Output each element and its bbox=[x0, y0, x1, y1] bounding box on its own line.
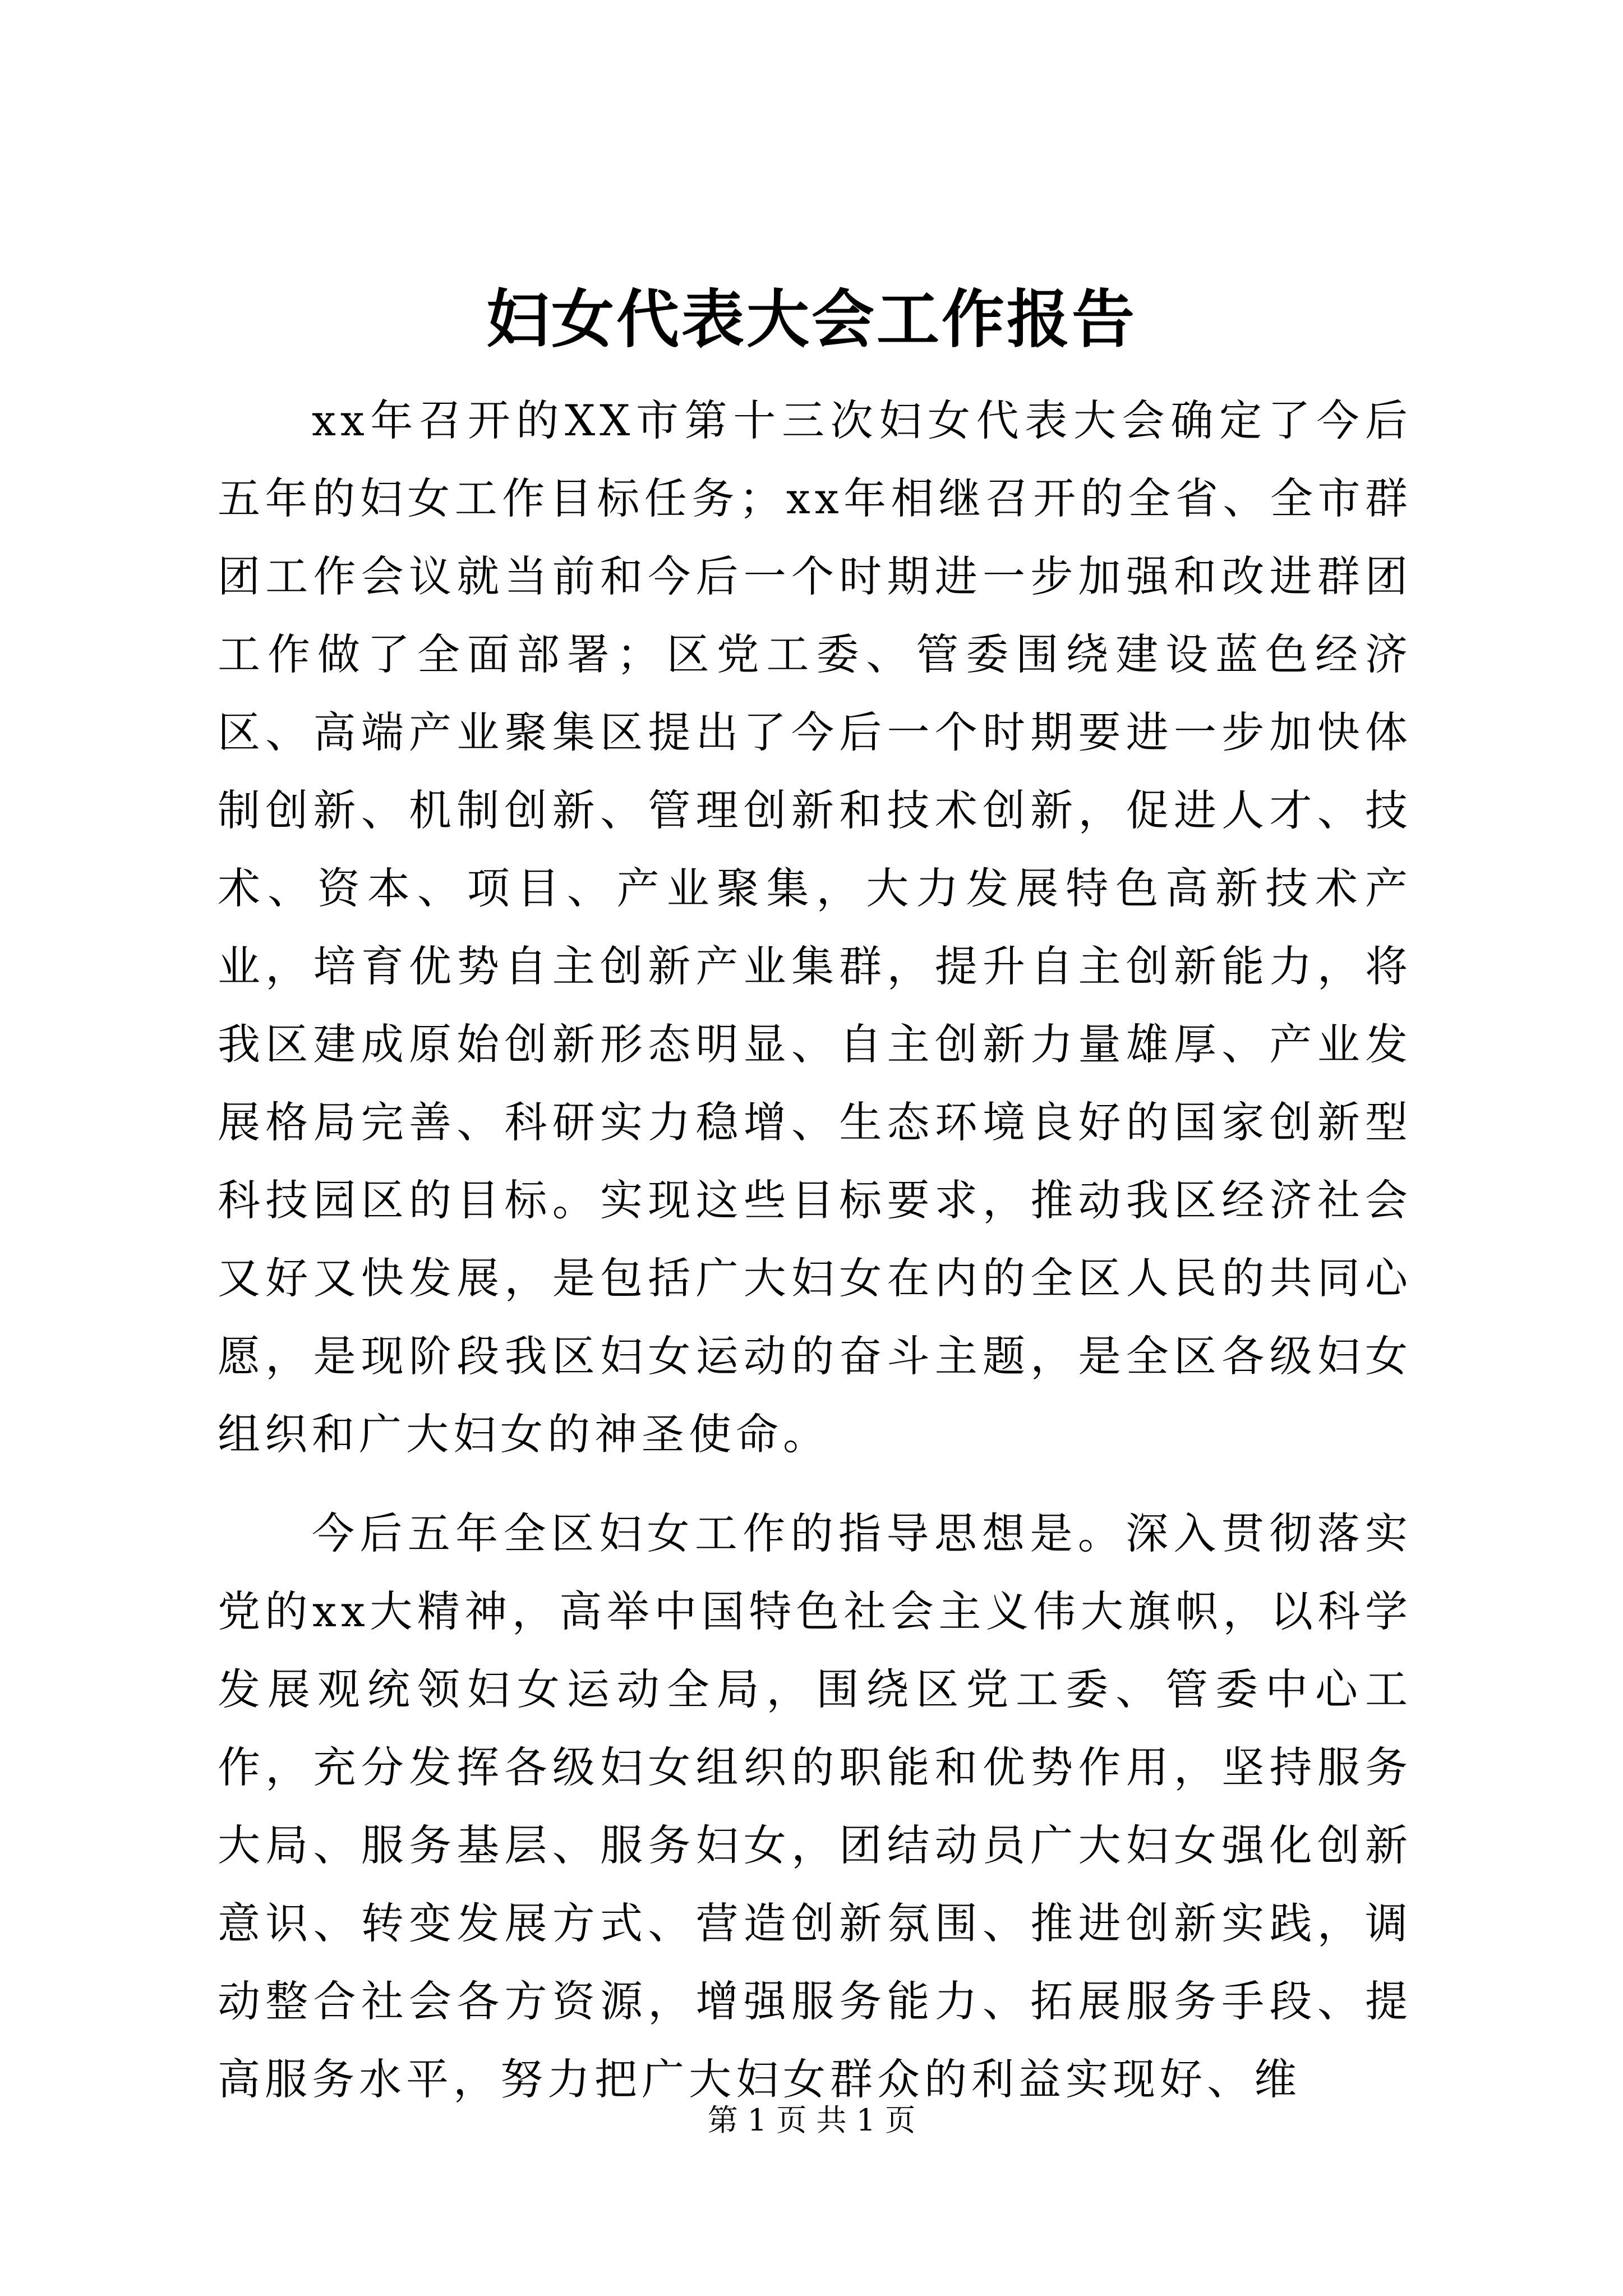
page-footer: 第 1 页 共 1 页 bbox=[707, 2102, 916, 2138]
document-title: 妇女代表大会工作报告 bbox=[486, 283, 1137, 356]
paragraph-1: xx年召开的XX市第十三次妇女代表大会确定了今后五年的妇女工作目标任务；xx年相继召开的全省、全市群团工作会议就当前和今后一个时期进一步加强和改进群团工作做了全面部署；区党工委、管委围绕建设蓝色经济区、高端产业聚集区提出了今后一个时期要进一步加快体制创新、机制创新、管理创新和技术创新，促进人才、技术、资本、项目、产业聚集，大力发展特色高新技术产业，培育优势自主创新产业集群，提升自主创新能力，将我区建成原始创新形态明显、自主创新力量雄厚、产业发展格局完善、科研实力稳增、生态环境良好的国家创新型科技园区的目标。实现这些目标要求，推动我区经济社会又好又快发展，是包括广大妇女在内的全区人民的共同心愿，是现阶段我区妇女运动的奋斗主题，是全区各级妇女组织和广大妇女的神圣使命。 bbox=[218, 395, 1412, 1459]
paragraph-2: 今后五年全区妇女工作的指导思想是。深入贯彻落实党的xx大精神，高举中国特色社会主义伟大旗帜，以科学发展观统领妇女运动全局，围绕区党工委、管委中心工作，充分发挥各级妇女组织的职能和优势作用，坚持服务大局、服务基层、服务妇女，团结动员广大妇女强化创新意识、转变发展方式、营造创新氛围、推进创新实践，调动整合社会各方资源，增强服务能力、拓展服务手段、提高服务水平，努力把广大妇女群众的利益实现好、维 bbox=[218, 1508, 1412, 2104]
document-body bbox=[218, 381, 1412, 2139]
